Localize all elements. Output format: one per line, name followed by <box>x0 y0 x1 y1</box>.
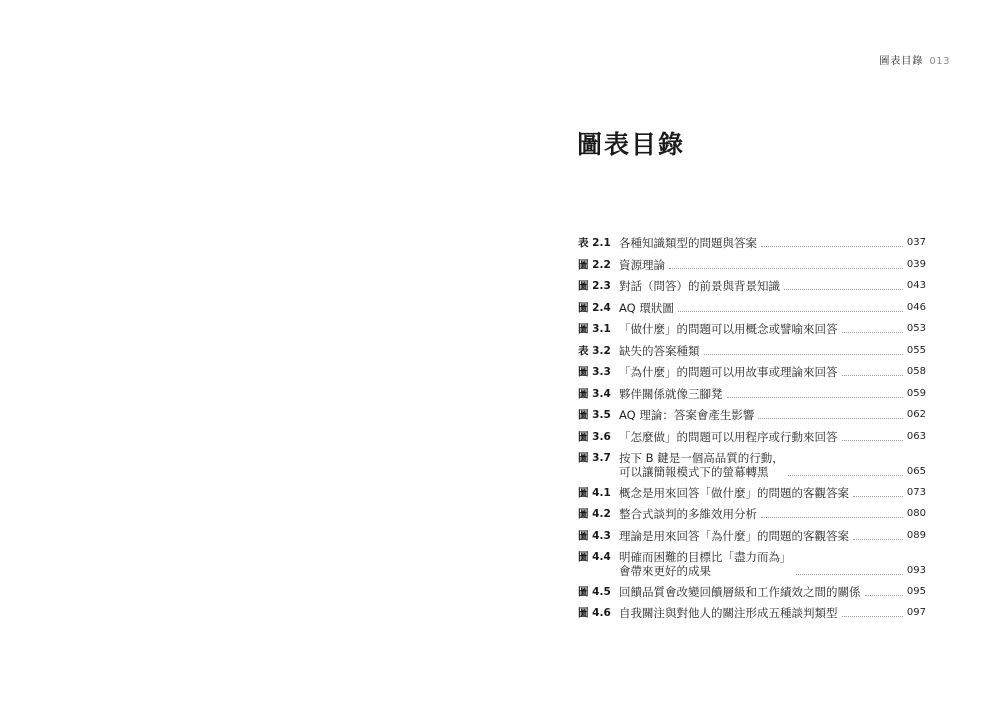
toc-entry-label: 表 3.2 <box>578 344 611 357</box>
toc-entry-title-line: 整合式談判的多維效用分析 <box>619 507 757 521</box>
toc-entry-title-line: AQ 理論：答案會產生影響 <box>619 408 755 422</box>
toc-entry-page-number: 039 <box>906 258 926 270</box>
toc-entry-page-number: 055 <box>906 344 926 356</box>
toc-entry <box>578 258 926 272</box>
running-header-page-number: 013 <box>929 56 950 67</box>
toc-dot-leader <box>727 397 903 398</box>
toc-entry-title <box>619 301 674 315</box>
toc-entry-title <box>619 486 849 500</box>
toc-entry-body <box>619 301 926 315</box>
toc-entry-title <box>619 279 780 293</box>
toc-entry-label: 圖 2.2 <box>578 258 611 271</box>
toc-entry-body <box>619 258 926 272</box>
toc-entry-body <box>619 236 926 250</box>
toc-entry-title <box>619 236 757 250</box>
toc-entry-body <box>619 322 926 336</box>
toc-dot-leader <box>761 246 903 247</box>
toc-entry-title <box>619 344 700 358</box>
toc-entry-body <box>619 279 926 293</box>
toc-entry-page-number: 037 <box>906 237 926 248</box>
toc-entry-title <box>619 451 784 479</box>
toc-entry-title-line: 回饋品質會改變回饋層級和工作績效之間的關係 <box>619 584 861 599</box>
toc-dot-leader <box>865 595 903 596</box>
toc-entry-page-number: 053 <box>906 323 926 334</box>
toc-entry <box>578 387 926 401</box>
toc-entry-title <box>619 550 792 578</box>
toc-dot-leader <box>842 616 903 617</box>
toc-entry <box>578 344 926 358</box>
toc-entry-title-line: 夥伴關係就像三腳凳 <box>619 386 723 401</box>
toc-entry-label: 圖 3.5 <box>578 409 611 421</box>
toc-entry <box>578 408 926 422</box>
toc-entry-page-number: 065 <box>906 466 926 477</box>
toc-dot-leader <box>784 289 903 290</box>
toc-dot-leader <box>788 475 903 476</box>
toc-entry <box>578 430 926 444</box>
running-header <box>879 52 950 67</box>
toc-entry <box>578 529 926 543</box>
toc-dot-leader <box>842 440 903 441</box>
toc-entry-body <box>619 606 926 620</box>
toc-entry-title <box>619 387 723 401</box>
toc-entry-title-line: 可以讓簡報模式下的螢幕轉黑 <box>619 465 769 479</box>
toc-entry-title-line: 會帶來更好的成果 <box>619 564 711 578</box>
toc-entry-title <box>619 430 838 444</box>
toc-entry-label: 圖 4.5 <box>578 585 611 598</box>
toc-entry <box>578 279 926 293</box>
toc-entry-label: 圖 3.6 <box>578 430 611 443</box>
toc-entry-title-line: 資源理論 <box>619 257 665 272</box>
toc-entry-title-line: 「怎麼做」的問題可以用程序或行動來回答 <box>619 429 838 444</box>
toc-entry-page-number: 093 <box>906 565 926 576</box>
toc-entry-label: 圖 3.7 <box>578 452 611 464</box>
toc-entry <box>578 236 926 250</box>
toc-entry-title-line: 理論是用來回答「為什麼」的問題的客觀答案 <box>619 528 849 543</box>
toc-entry-body <box>619 408 926 422</box>
toc-entry-label: 圖 3.1 <box>578 323 611 335</box>
toc-entry <box>578 365 926 379</box>
toc-entry <box>578 451 926 479</box>
toc-entry-label: 圖 3.4 <box>578 387 611 400</box>
toc-entry <box>578 486 926 500</box>
toc-entry-page-number: 046 <box>906 301 926 313</box>
toc-entry <box>578 507 926 521</box>
toc-entry-body <box>619 507 926 521</box>
toc-entry-page-number: 089 <box>906 529 926 541</box>
toc-entry-title-line: 自我關注與對他人的關注形成五種談判類型 <box>619 606 838 620</box>
toc-entry <box>578 301 926 315</box>
running-header-section: 圖表目錄 <box>879 56 924 67</box>
toc-entry-body <box>619 486 926 500</box>
toc-entry-title-line: AQ 環狀圖 <box>619 300 674 315</box>
toc-entry-page-number: 059 <box>906 387 926 399</box>
toc-entry-page-number: 095 <box>906 585 926 597</box>
toc-dot-leader <box>853 539 903 540</box>
toc-dot-leader <box>669 268 903 269</box>
toc-entry-label: 表 2.1 <box>578 237 611 249</box>
toc-entry <box>578 585 926 599</box>
toc-dot-leader <box>853 496 903 497</box>
toc-entry-body <box>619 529 926 543</box>
toc-entry-label: 圖 4.3 <box>578 529 611 542</box>
page-title: 圖表目錄 <box>577 130 686 159</box>
toc-entry-title-line: 按下 B 鍵是一個高品質的行動， <box>619 451 784 465</box>
toc-dot-leader <box>842 375 903 376</box>
toc-entry-title <box>619 408 754 422</box>
toc-entry-page-number: 063 <box>906 430 926 442</box>
toc-entry-page-number: 043 <box>906 280 926 291</box>
toc-entry-title <box>619 322 838 336</box>
toc-entry-body <box>619 585 926 599</box>
toc-entry-page-number: 080 <box>906 508 926 519</box>
toc-entry-title-line: 對話（問答）的前景與背景知識 <box>619 279 780 293</box>
toc-dot-leader <box>758 418 903 419</box>
toc-entry-label: 圖 4.6 <box>578 607 611 619</box>
toc-entry-label: 圖 2.4 <box>578 301 611 314</box>
toc-dot-leader <box>761 517 903 518</box>
toc-dot-leader <box>796 574 903 575</box>
figure-table-list <box>578 236 926 628</box>
toc-entry-title <box>619 606 838 620</box>
toc-entry-body <box>619 550 926 578</box>
toc-entry-body <box>619 365 926 379</box>
toc-entry-page-number: 058 <box>906 366 926 377</box>
toc-entry-title <box>619 529 849 543</box>
toc-entry-body <box>619 344 926 358</box>
toc-entry-label: 圖 4.4 <box>578 551 611 563</box>
toc-entry-body <box>619 451 926 479</box>
toc-entry-title <box>619 258 665 272</box>
toc-entry-page-number: 097 <box>906 607 926 618</box>
toc-entry <box>578 550 926 578</box>
toc-entry-label: 圖 3.3 <box>578 366 611 378</box>
toc-dot-leader <box>678 311 903 312</box>
toc-entry-title-line: 「為什麼」的問題可以用故事或理論來回答 <box>619 365 838 379</box>
toc-entry-title-line: 「做什麼」的問題可以用概念或譬喻來回答 <box>619 322 838 336</box>
toc-entry-title <box>619 365 838 379</box>
toc-entry-title-line: 缺失的答案種類 <box>619 343 700 358</box>
toc-dot-leader <box>704 354 903 355</box>
toc-entry-label: 圖 2.3 <box>578 280 611 292</box>
toc-entry-label: 圖 4.2 <box>578 508 611 520</box>
toc-entry-title <box>619 585 861 599</box>
toc-entry-title <box>619 507 757 521</box>
toc-dot-leader <box>842 332 903 333</box>
toc-entry <box>578 606 926 620</box>
toc-entry-title-line: 各種知識類型的問題與答案 <box>619 236 757 250</box>
toc-entry-body <box>619 387 926 401</box>
toc-entry-title-line: 概念是用來回答「做什麼」的問題的客觀答案 <box>619 485 849 500</box>
toc-entry-page-number: 073 <box>906 486 926 498</box>
toc-entry-title-line: 明確而困難的目標比「盡力而為」 <box>619 550 792 564</box>
toc-entry <box>578 322 926 336</box>
toc-entry-page-number: 062 <box>906 409 926 420</box>
toc-entry-label: 圖 4.1 <box>578 486 611 499</box>
toc-entry-body <box>619 430 926 444</box>
